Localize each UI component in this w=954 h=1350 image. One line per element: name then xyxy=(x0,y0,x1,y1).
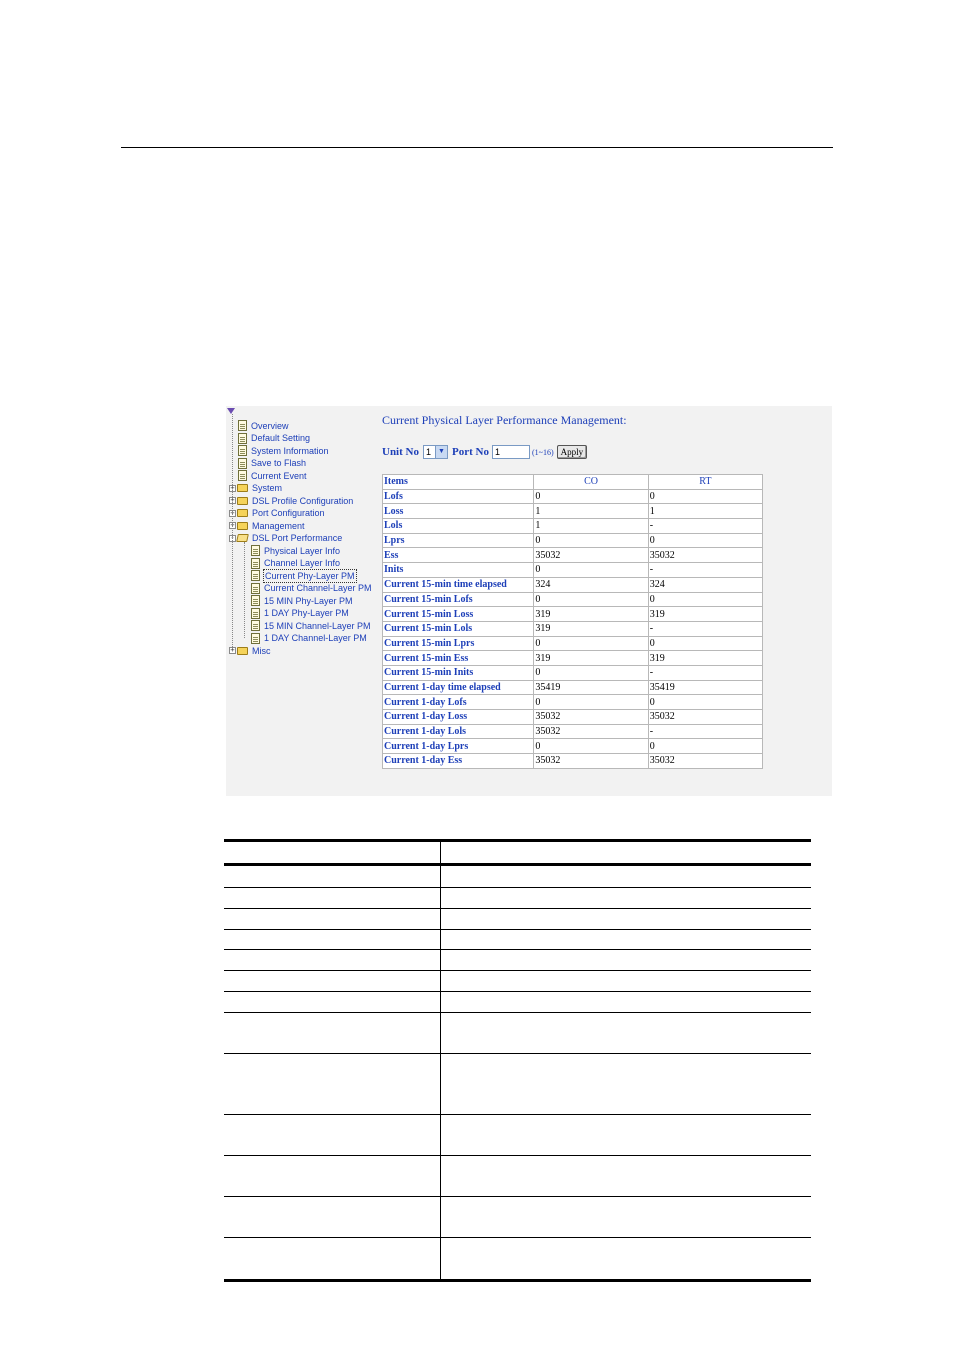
table-row xyxy=(383,519,763,534)
table-row-divider xyxy=(224,908,811,909)
collapse-icon[interactable]: - xyxy=(230,533,235,542)
rt-value-cell: 35032 xyxy=(648,754,762,769)
rt-value-cell: 0 xyxy=(648,739,762,754)
co-value-cell: 35032 xyxy=(534,548,648,563)
tree-item-label: 15 MIN Phy-Layer PM xyxy=(264,595,353,606)
co-value-cell: 35419 xyxy=(534,680,648,695)
tree-item-label: Physical Layer Info xyxy=(264,545,341,556)
table-row xyxy=(383,710,763,725)
header-rt: RT xyxy=(648,475,762,490)
table-row xyxy=(383,680,763,695)
tree-item-overview[interactable] xyxy=(238,420,289,432)
rt-value-cell: 0 xyxy=(648,489,762,504)
table-header-border xyxy=(224,863,811,866)
tree-item-label: DSL Port Performance xyxy=(252,533,343,543)
table-row-divider xyxy=(224,949,811,950)
expand-icon[interactable]: + xyxy=(230,496,235,504)
item-name-cell: Current 1-day Lofs xyxy=(383,695,534,710)
table-row-divider xyxy=(224,887,811,888)
table-row xyxy=(383,548,763,563)
document-icon xyxy=(238,445,247,456)
tree-item-label: Misc xyxy=(252,645,271,656)
item-name-cell: Current 1-day Ess xyxy=(383,754,534,769)
co-value-cell: 319 xyxy=(534,607,648,622)
co-value-cell: 1 xyxy=(534,504,648,519)
document-icon xyxy=(251,558,260,569)
co-value-cell: 0 xyxy=(534,636,648,651)
co-value-cell: 0 xyxy=(534,563,648,578)
table-row xyxy=(383,724,763,739)
table-column-divider xyxy=(440,842,441,1279)
table-row xyxy=(383,665,763,680)
rt-value-cell: 35419 xyxy=(648,680,762,695)
tree-item-label: Current Channel-Layer PM xyxy=(264,583,372,593)
tree-item-current-event[interactable] xyxy=(238,470,307,482)
item-name-cell: Current 15-min Lols xyxy=(383,621,534,636)
folder-icon xyxy=(237,484,248,492)
rt-value-cell: - xyxy=(648,519,762,534)
table-row xyxy=(383,621,763,636)
tree-item-channel-layer-info[interactable] xyxy=(251,557,340,569)
tree-item-misc[interactable] xyxy=(229,645,271,657)
document-icon xyxy=(251,595,260,606)
port-range-hint: (1~16) xyxy=(531,447,554,457)
item-name-cell: Current 15-min Lprs xyxy=(383,636,534,651)
folder-open-icon xyxy=(236,534,249,542)
pm-table-header xyxy=(383,475,763,490)
item-name-cell: Current 15-min time elapsed xyxy=(383,577,534,592)
item-name-cell: Current 15-min Inits xyxy=(383,665,534,680)
port-label: Port No xyxy=(451,446,489,458)
rt-value-cell: 0 xyxy=(648,533,762,548)
table-row-divider xyxy=(224,970,811,971)
navigation-tree xyxy=(226,406,380,796)
item-name-cell: Current 1-day Loss xyxy=(383,710,534,725)
tree-connector xyxy=(232,414,233,651)
page-title: Current Physical Layer Performance Management: xyxy=(382,413,627,427)
tree-item-dsl-port-performance[interactable] xyxy=(229,532,342,544)
table-bottom-border xyxy=(224,1279,811,1282)
rt-value-cell: - xyxy=(648,621,762,636)
co-value-cell: 35032 xyxy=(534,724,648,739)
rt-value-cell: - xyxy=(648,724,762,739)
item-name-cell: Loss xyxy=(383,504,534,519)
parameter-description-table xyxy=(224,839,811,1282)
co-value-cell: 0 xyxy=(534,665,648,680)
rt-value-cell: - xyxy=(648,563,762,578)
document-icon xyxy=(238,420,247,431)
table-row-divider xyxy=(224,1155,811,1156)
tree-item-1-day-channel-layer-pm[interactable] xyxy=(251,632,367,644)
co-value-cell: 0 xyxy=(534,739,648,754)
table-row-divider xyxy=(224,1114,811,1115)
table-row-divider xyxy=(224,1237,811,1238)
table-row xyxy=(383,489,763,504)
item-name-cell: Current 15-min Loss xyxy=(383,607,534,622)
table-row xyxy=(383,695,763,710)
tree-item-label: Current Event xyxy=(251,470,307,481)
item-name-cell: Current 15-min Ess xyxy=(383,651,534,666)
expand-icon[interactable]: + xyxy=(230,521,235,529)
rt-value-cell: 319 xyxy=(648,651,762,666)
item-name-cell: Current 1-day Lprs xyxy=(383,739,534,754)
rt-value-cell: 0 xyxy=(648,636,762,651)
ui-screenshot xyxy=(226,406,832,796)
document-icon xyxy=(251,570,260,581)
tree-root-icon xyxy=(227,408,235,414)
tree-item-label: Overview xyxy=(251,420,289,431)
tree-item-dsl-profile-configuration[interactable] xyxy=(229,495,353,507)
folder-icon xyxy=(237,522,248,530)
tree-item-current-channel-layer-pm[interactable] xyxy=(251,582,372,594)
co-value-cell: 0 xyxy=(534,695,648,710)
table-row xyxy=(383,739,763,754)
table-row xyxy=(383,607,763,622)
unit-label: Unit No xyxy=(382,446,419,458)
item-name-cell: Inits xyxy=(383,563,534,578)
tree-item-label: System Information xyxy=(251,445,329,456)
item-name-cell: Lprs xyxy=(383,533,534,548)
rt-value-cell: 0 xyxy=(648,592,762,607)
rt-value-cell: 324 xyxy=(648,577,762,592)
table-row-divider xyxy=(224,929,811,930)
table-row-divider xyxy=(224,1053,811,1054)
item-name-cell: Lols xyxy=(383,519,534,534)
co-value-cell: 0 xyxy=(534,533,648,548)
tree-item-label: Default Setting xyxy=(251,433,311,443)
folder-icon xyxy=(237,647,248,655)
document-icon xyxy=(251,620,260,631)
rt-value-cell: 35032 xyxy=(648,548,762,563)
item-name-cell: Current 1-day Lols xyxy=(383,724,534,739)
tree-item-default-setting[interactable] xyxy=(238,432,310,444)
item-name-cell: Lofs xyxy=(383,489,534,504)
co-value-cell: 0 xyxy=(534,592,648,607)
header-co: CO xyxy=(534,475,648,490)
pm-panel xyxy=(382,406,832,796)
tree-item-15-min-phy-layer-pm[interactable] xyxy=(251,595,353,607)
tree-item-15-min-channel-layer-pm[interactable] xyxy=(251,620,371,632)
rt-value-cell: 1 xyxy=(648,504,762,519)
apply-button[interactable]: Apply xyxy=(557,445,588,459)
tree-item-label: Channel Layer Info xyxy=(264,558,341,568)
table-row xyxy=(383,651,763,666)
table-row xyxy=(383,533,763,548)
pm-table xyxy=(382,474,763,769)
table-row xyxy=(383,563,763,578)
tree-item-1-day-phy-layer-pm[interactable] xyxy=(251,607,349,619)
co-value-cell: 1 xyxy=(534,519,648,534)
unit-port-selector xyxy=(382,444,587,460)
document-icon xyxy=(251,545,260,556)
document-icon xyxy=(238,470,247,481)
table-row xyxy=(383,636,763,651)
co-value-cell: 319 xyxy=(534,651,648,666)
table-row-divider xyxy=(224,1012,811,1013)
tree-item-management[interactable] xyxy=(229,520,305,532)
table-row xyxy=(383,504,763,519)
header-rule xyxy=(121,147,833,148)
document-icon xyxy=(251,633,260,644)
tree-item-label: Save to Flash xyxy=(251,458,307,468)
unit-select-value: 1 xyxy=(425,447,431,457)
rt-value-cell: 0 xyxy=(648,695,762,710)
co-value-cell: 35032 xyxy=(534,754,648,769)
document-icon xyxy=(238,458,247,469)
header-items: Items xyxy=(383,475,534,490)
tree-item-label: Port Configuration xyxy=(252,508,325,518)
tree-item-label: System xyxy=(252,483,283,493)
tree-item-label: 15 MIN Channel-Layer PM xyxy=(264,620,371,631)
expand-icon[interactable]: + xyxy=(230,646,235,654)
tree-item-label: DSL Profile Configuration xyxy=(252,495,354,506)
table-row xyxy=(383,592,763,607)
co-value-cell: 319 xyxy=(534,621,648,636)
tree-item-save-to-flash[interactable] xyxy=(238,457,306,469)
folder-icon xyxy=(237,497,248,505)
expand-icon[interactable]: + xyxy=(230,508,235,517)
tree-item-physical-layer-info[interactable] xyxy=(251,545,340,557)
unit-select[interactable] xyxy=(423,445,448,459)
item-name-cell: Current 15-min Lofs xyxy=(383,592,534,607)
co-value-cell: 35032 xyxy=(534,710,648,725)
table-row-divider xyxy=(224,1196,811,1197)
document-icon xyxy=(251,583,260,594)
table-row xyxy=(383,577,763,592)
item-name-cell: Current 1-day time elapsed xyxy=(383,680,534,695)
co-value-cell: 0 xyxy=(534,489,648,504)
rt-value-cell: 319 xyxy=(648,607,762,622)
port-input[interactable]: 1 xyxy=(492,445,530,459)
item-name-cell: Ess xyxy=(383,548,534,563)
table-row-divider xyxy=(224,991,811,992)
tree-item-system-information[interactable] xyxy=(238,445,329,457)
document-icon xyxy=(238,433,247,444)
tree-item-label: 1 DAY Phy-Layer PM xyxy=(264,608,349,618)
co-value-cell: 324 xyxy=(534,577,648,592)
tree-connector xyxy=(244,542,245,638)
expand-icon[interactable]: + xyxy=(230,483,235,492)
tree-item-port-configuration[interactable] xyxy=(229,507,325,519)
tree-item-system[interactable] xyxy=(229,482,282,494)
rt-value-cell: - xyxy=(648,665,762,680)
tree-item-label: 1 DAY Channel-Layer PM xyxy=(264,633,367,643)
rt-value-cell: 35032 xyxy=(648,710,762,725)
chevron-down-icon[interactable]: ▼ xyxy=(435,446,447,458)
folder-icon xyxy=(237,509,248,517)
table-top-border xyxy=(224,839,811,842)
document-icon xyxy=(251,608,260,619)
tree-item-label: Current Phy-Layer PM xyxy=(265,570,355,581)
table-row xyxy=(383,754,763,769)
tree-item-label: Management xyxy=(252,520,305,531)
tree-item-current-phy-layer-pm[interactable] xyxy=(251,570,356,582)
